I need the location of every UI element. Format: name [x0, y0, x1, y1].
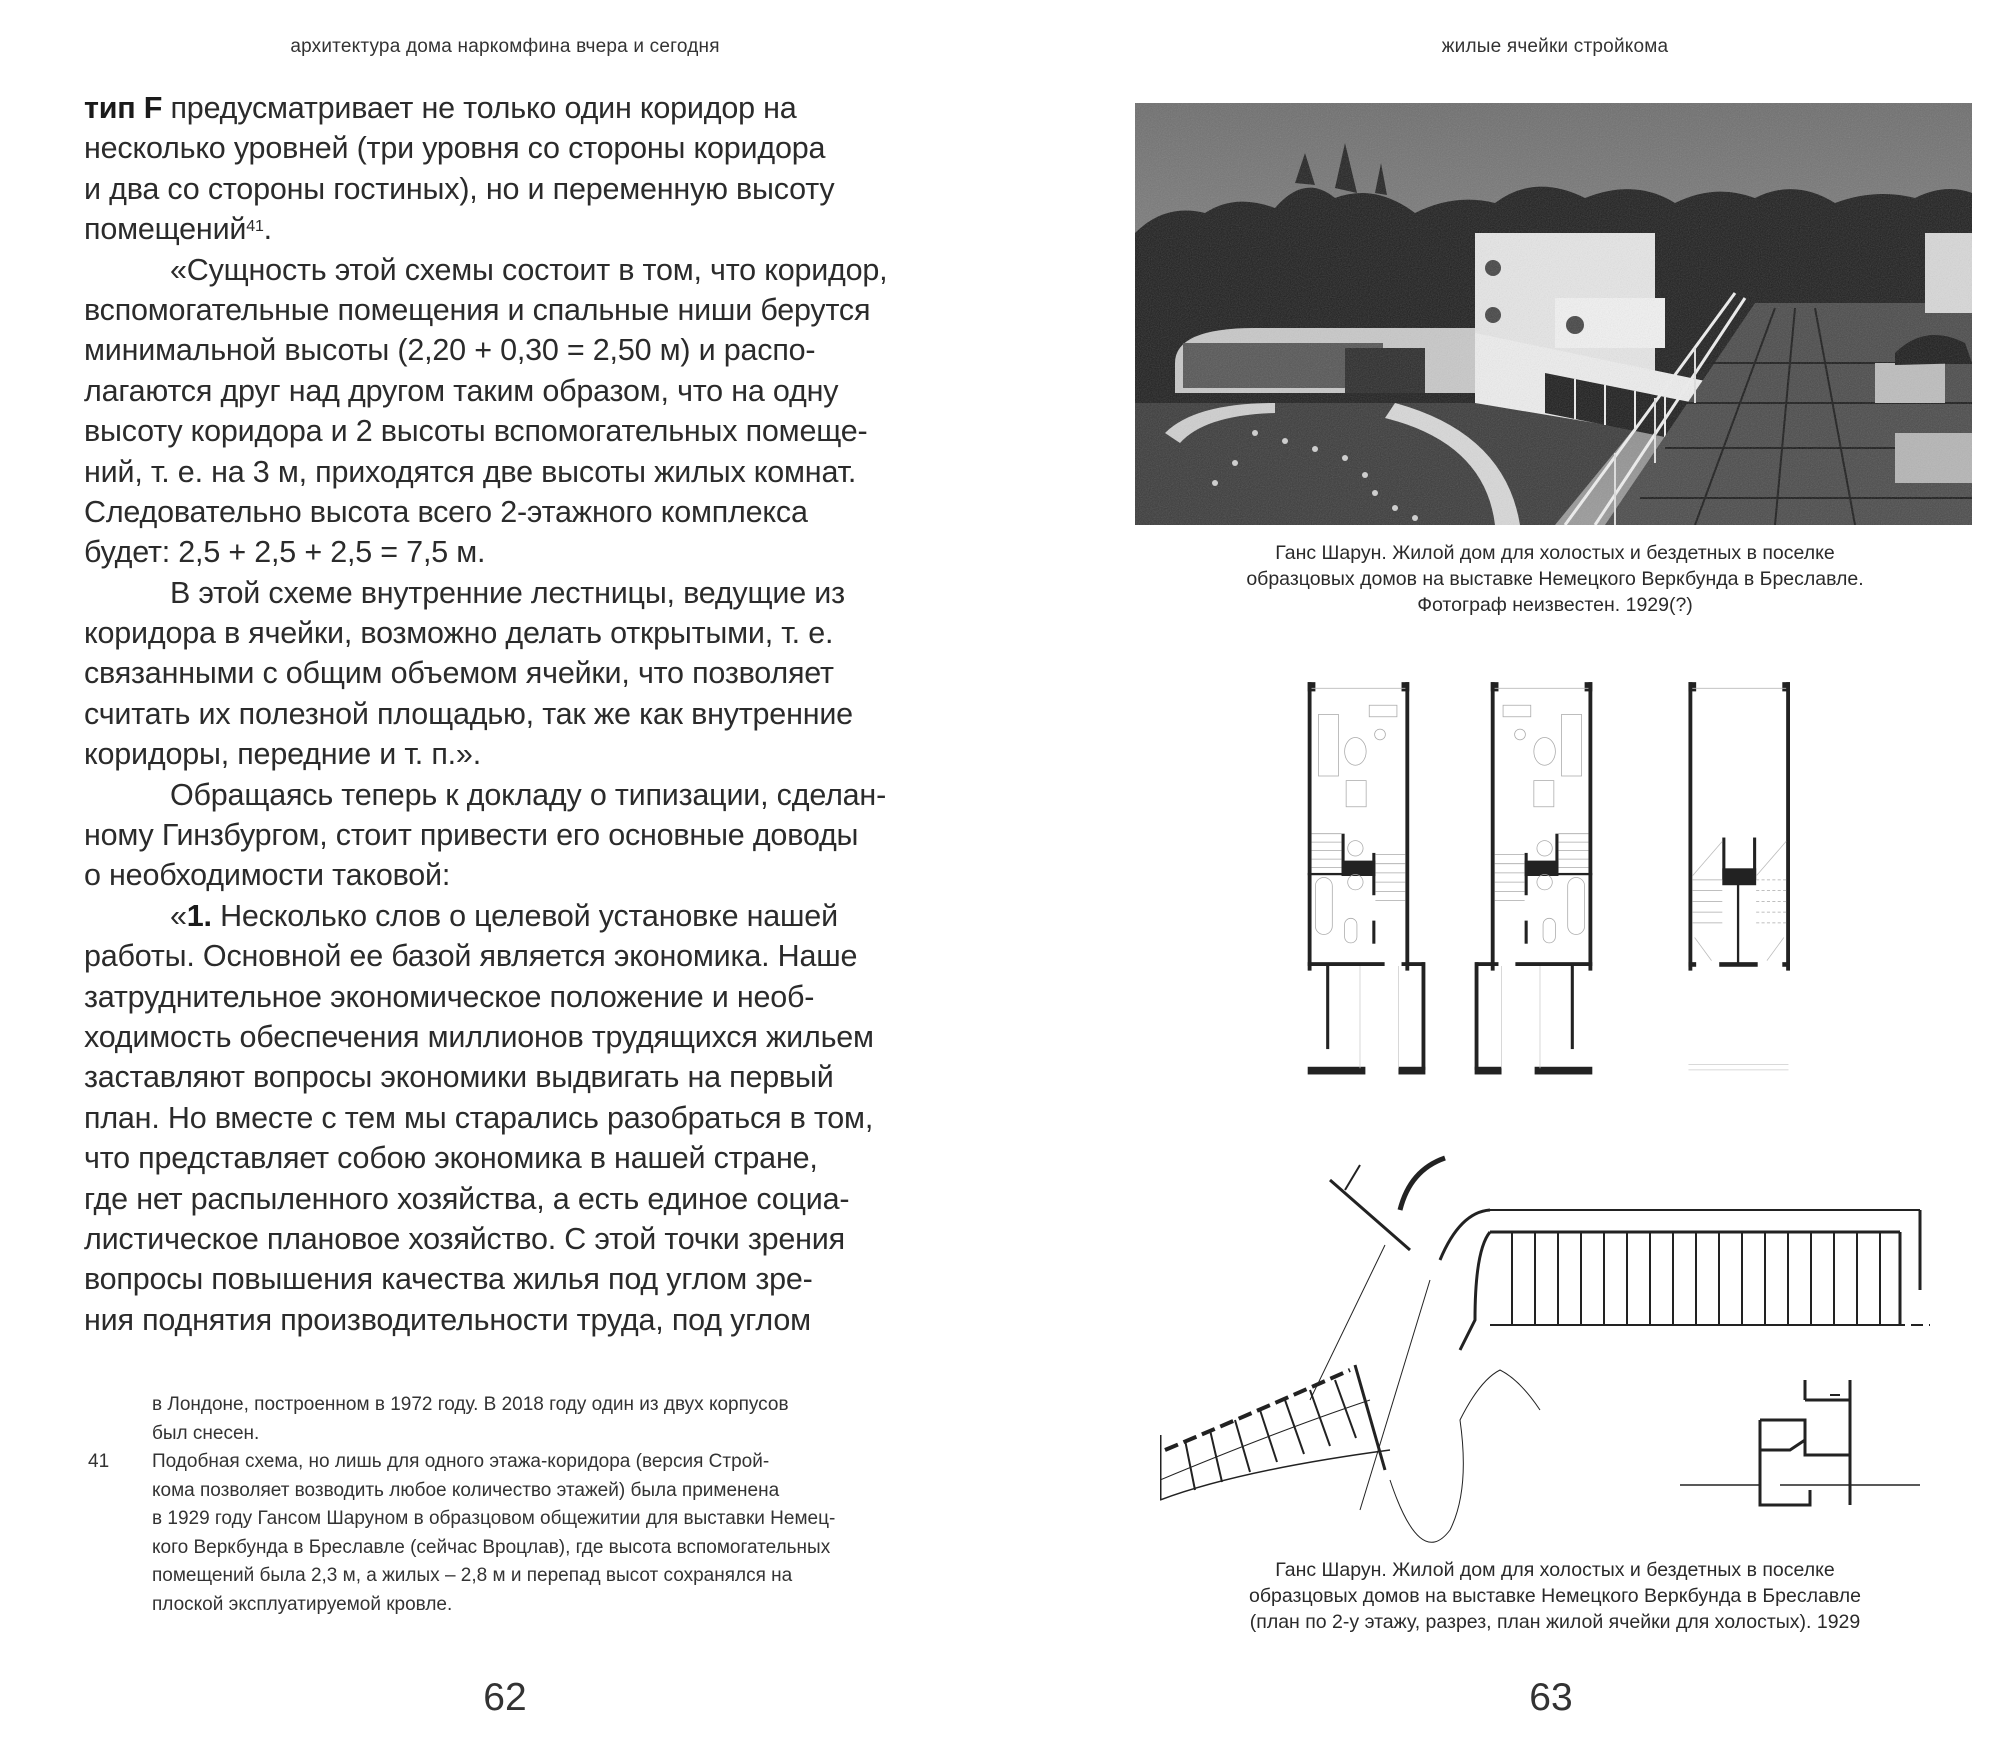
body-line: минимальной высоты (2,20 + 0,30 = 2,50 м) и распо-	[84, 333, 816, 368]
footnote-line: кома позволяет возводить любое количество этажей) была применена	[152, 1479, 780, 1501]
footnote-line: в 1929 году Гансом Шаруном в образцовом общежитии для выставки Немец-	[152, 1508, 836, 1529]
body-line: план. Но вместе с тем мы старались разобраться в том,	[84, 1100, 874, 1135]
body-line: «Сущность этой схемы состоит в том, что коридор,	[170, 252, 888, 287]
body-line: и два со стороны гостиных), но и переменную высоту	[84, 171, 835, 206]
page-number-right: 63	[1529, 1676, 1573, 1719]
body-line: коридоры, передние и т. п.».	[84, 737, 481, 772]
body-line: вопросы повышения качества жилья под углом зре-	[84, 1262, 813, 1297]
body-line: несколько уровней (три уровня со стороны коридора	[84, 131, 826, 166]
body-line: Обращаясь теперь к докладу о типизации, сделан-	[170, 777, 887, 812]
body-line: будет: 2,5 + 2,5 + 2,5 = 7,5 м.	[84, 535, 486, 570]
body-line: Следовательно высота всего 2-этажного комплекса	[84, 494, 808, 529]
body-line: работы. Основной ее базой является экономика. Наше	[84, 939, 858, 974]
footnote-line: кого Веркбунда в Бреславле (сейчас Вроцлав), где высота вспомогательных	[152, 1536, 831, 1558]
body-line: тип F предусматривает не только один коридор на	[84, 91, 797, 125]
footnotes	[84, 1391, 964, 1619]
bold-lead: тип F	[84, 91, 163, 125]
building-photograph	[1135, 103, 1972, 525]
drawings-caption-line: образцовых домов на выставке Немецкого Веркбунда в Бреславле	[1249, 1585, 1861, 1607]
page-number-left: 62	[483, 1676, 527, 1719]
body-line: «1. Несколько слов о целевой установке нашей	[170, 898, 838, 933]
body-line: вспомогательные помещения и спальные ниши берутся	[84, 292, 871, 327]
drawings-caption-line: Ганс Шарун. Жилой дом для холостых и бездетных в поселке	[1275, 1559, 1835, 1581]
body-line: лагаются друг над другом таким образом, что на одну	[84, 373, 839, 408]
body-line: что представляет собою экономика в нашей стране,	[84, 1141, 818, 1176]
body-line: ному Гинзбургом, стоит привести его основные доводы	[84, 818, 859, 853]
body-line: затруднительное экономическое положение и необ-	[84, 979, 815, 1014]
photo-caption	[1246, 540, 1863, 618]
body-line: В этой схеме внутренние лестницы, ведущие из	[170, 575, 845, 610]
body-line: ходимость обеспечения миллионов трудящихся жильем	[84, 1019, 874, 1054]
drawings-caption	[1249, 1557, 1861, 1635]
right-page	[1000, 0, 2000, 1750]
photo-caption-line: Фотограф неизвестен. 1929(?)	[1417, 594, 1693, 616]
body-line: ний, т. е. на 3 м, приходятся две высоты жилых комнат.	[84, 454, 857, 489]
body-line: коридора в ячейки, возможно делать открытыми, т. е.	[84, 616, 834, 651]
body-line: помещений$^{41}$.	[84, 212, 272, 247]
body-line: связанными с общим объемом ячейки, что позволяет	[84, 656, 834, 691]
footnote-line: плоской эксплуатируемой кровле.	[152, 1593, 453, 1615]
footnote-line: в Лондоне, построенном в 1972 году. В 2018 году один из двух корпусов	[152, 1394, 789, 1415]
body-line: листическое плановое хозяйство. С этой точки зрения	[84, 1221, 845, 1256]
footnote-line: 41 Подобная схема, но лишь для одного этажа-коридора (версия Строй-	[84, 1448, 964, 1477]
body-text	[84, 88, 944, 1340]
body-line: ния поднятия производительности труда, под углом	[84, 1302, 811, 1337]
photo-caption-line: образцовых домов на выставке Немецкого Веркбунда в Бреславле.	[1246, 568, 1864, 590]
body-line: заставляют вопросы экономики выдвигать на первый	[84, 1060, 834, 1095]
footnote-number: 41	[88, 1451, 110, 1472]
footnote-line: помещений была 2,3 м, а жилых – 2,8 м и перепад высот сохранялся на	[152, 1565, 793, 1586]
photo-caption-line: Ганс Шарун. Жилой дом для холостых и бездетных в поселке	[1275, 542, 1835, 564]
footnote-ref-link[interactable]: 41	[246, 218, 264, 236]
site-plan-and-section	[1160, 1150, 1970, 1550]
body-line: о необходимости таковой:	[84, 858, 451, 893]
body-line: высоту коридора и 2 высоты вспомогательных помеще-	[84, 414, 868, 449]
footnote-line: был снесен.	[152, 1422, 260, 1444]
running-head-right: жилые ячейки стройкома	[1441, 36, 1669, 57]
drawings-caption-line: (план по 2-у этажу, разрез, план жилой ячейки для холостых). 1929	[1249, 1611, 1861, 1633]
body-line: считать их полезной площадью, так же как внутренние	[84, 696, 853, 731]
running-head-left: архитектура дома наркомфина вчера и сегодня	[290, 36, 720, 57]
cell-floor-plans	[1225, 676, 1875, 1076]
bold-lead: 1.	[186, 898, 212, 933]
body-line: где нет распыленного хозяйства, а есть единое социа-	[84, 1181, 850, 1216]
